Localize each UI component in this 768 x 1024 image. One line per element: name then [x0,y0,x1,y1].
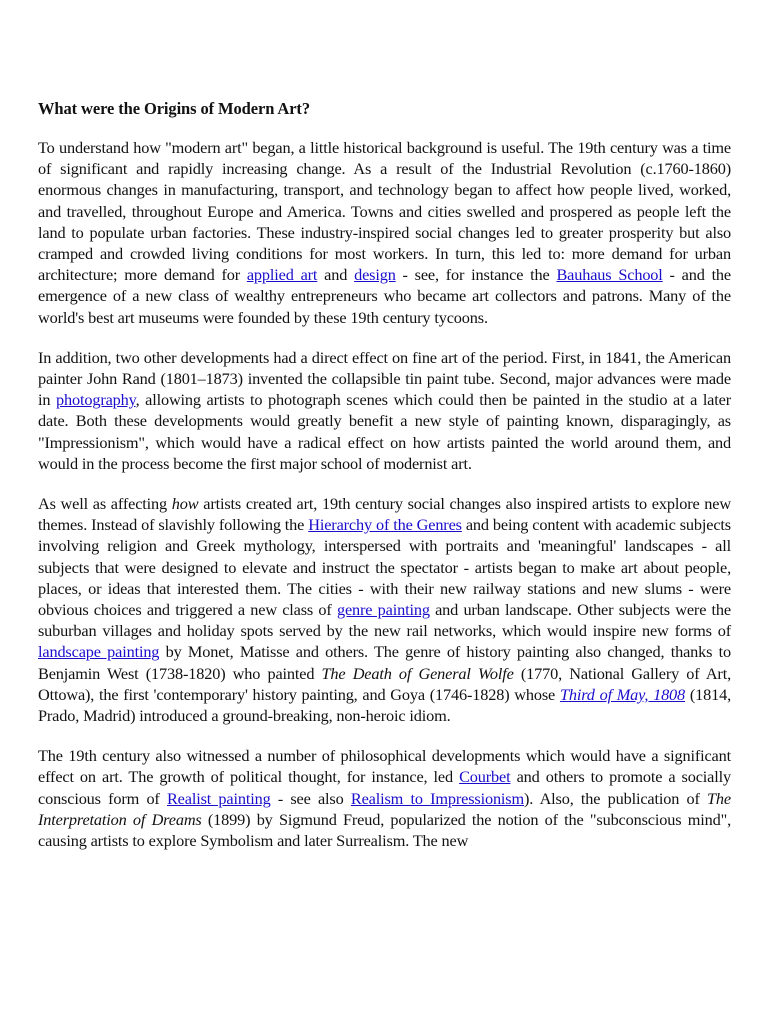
text: (1899) by Sigmund Freud, popularized the notion of the "subconscious mind", causing artists to explore Symbolism and later Surrealism. The new [38,809,731,851]
text: The 19th century also witnessed a number of philosophical developments which would have a significant effect on art. The growth of political thought, for instance, led [38,746,731,787]
article-title: What were the Origins of Modern Art? [38,99,310,118]
link-photography[interactable]: photography [56,390,136,410]
emphasis-how: how [171,494,199,514]
paragraph-philosophical-developments [38,745,731,851]
text: As well as affecting [38,494,172,514]
title-interpretation-of-dreams: The Interpretation of Dreams [38,788,731,829]
text: In addition, two other developments had a direct effect on fine art of the period. First, in 1841, the American painter John Rand (1801–1873) invented the collapsible tin paint tube. Second, major advances were made in [38,347,731,410]
link-bauhaus-school[interactable]: Bauhaus School [556,265,663,285]
text: artists created art, 19th century social changes also inspired artists to explore new themes. Instead of slavishly following the [38,494,731,535]
link-third-of-may-label: Third of May, 1808 [559,684,686,704]
article [38,98,731,870]
title-death-of-general-wolfe: The Death of General Wolfe [321,663,514,683]
text: and others to promote a socially conscious form of [38,767,731,808]
link-third-of-may-1808[interactable] [560,685,685,704]
link-design[interactable]: design [354,265,396,285]
text: - see, for instance the [395,265,557,285]
text: (1814, Prado, Madrid) introduced a ground-breaking, non-heroic idiom. [38,684,732,726]
paragraph-new-themes [38,493,731,726]
text: - see also [270,788,351,808]
text: - and the emergence of a new class of wealthy entrepreneurs who became art collectors and patrons. Many of the world's best art museums were founded by these 19th century tycoons. [38,265,732,327]
text: and [317,265,355,285]
text: by Monet, Matisse and others. The genre of history painting also changed, thanks to Benjamin West (1738-1820) who painted [38,642,732,683]
text: , allowing artists to photograph scenes which could then be painted in the studio at a later date. Both these developments would greatly benefit a new style of painting known, disparagingly, as "Impressionism", which would have a radical effect on how artists painted the world around them, and would in the process become the first major school of modernist art. [38,390,731,473]
text: (1770, National Gallery of Art, Ottowa), the first 'contemporary' history painting, and Goya (1746-1828) whose [38,663,732,704]
link-realist-painting[interactable]: Realist painting [166,788,271,808]
paragraph-industrial-revolution [38,137,731,328]
link-applied-art[interactable]: applied art [246,265,318,285]
text: ). Also, the publication of [524,788,708,808]
text: To understand how "modern art" began, a little historical background is useful. The 19th century was a time of significant and rapidly increasing change. As a result of the Industrial Revolution (c.1760-1860) enormous changes in manufacturing, transport, and technology began to affect how people lived, worked, and travelled, throughout Europe and America. Towns and cities swelled and prospered as people left the land to populate urban factories. These industry-inspired social changes led to greater prosperity but also cramped and crowded living conditions for most workers. In turn, this led to: more demand for urban architecture; more demand for [38,138,731,285]
link-genre-painting[interactable]: genre painting [336,600,430,620]
text: and urban landscape. Other subjects were the suburban villages and holiday spots served by the new rail networks, which would inspire new forms of [38,600,731,641]
link-courbet[interactable]: Courbet [459,767,511,787]
paragraph-paint-tube-photography [38,347,731,474]
link-hierarchy-of-the-genres[interactable]: Hierarchy of the Genres [308,515,462,535]
link-landscape-painting[interactable]: landscape painting [38,642,160,662]
text: and being content with academic subjects involving religion and Greek mythology, interspersed with portraits and 'meaningful' landscapes - all subjects that were designed to elevate and instruct the spectator - artists began to make art about people, places, or ideas that interested them. The cities - with their new railway stations and new slums - were obvious choices and triggered a new class of [38,515,731,620]
link-realism-to-impressionism[interactable]: Realism to Impressionism [350,788,525,808]
